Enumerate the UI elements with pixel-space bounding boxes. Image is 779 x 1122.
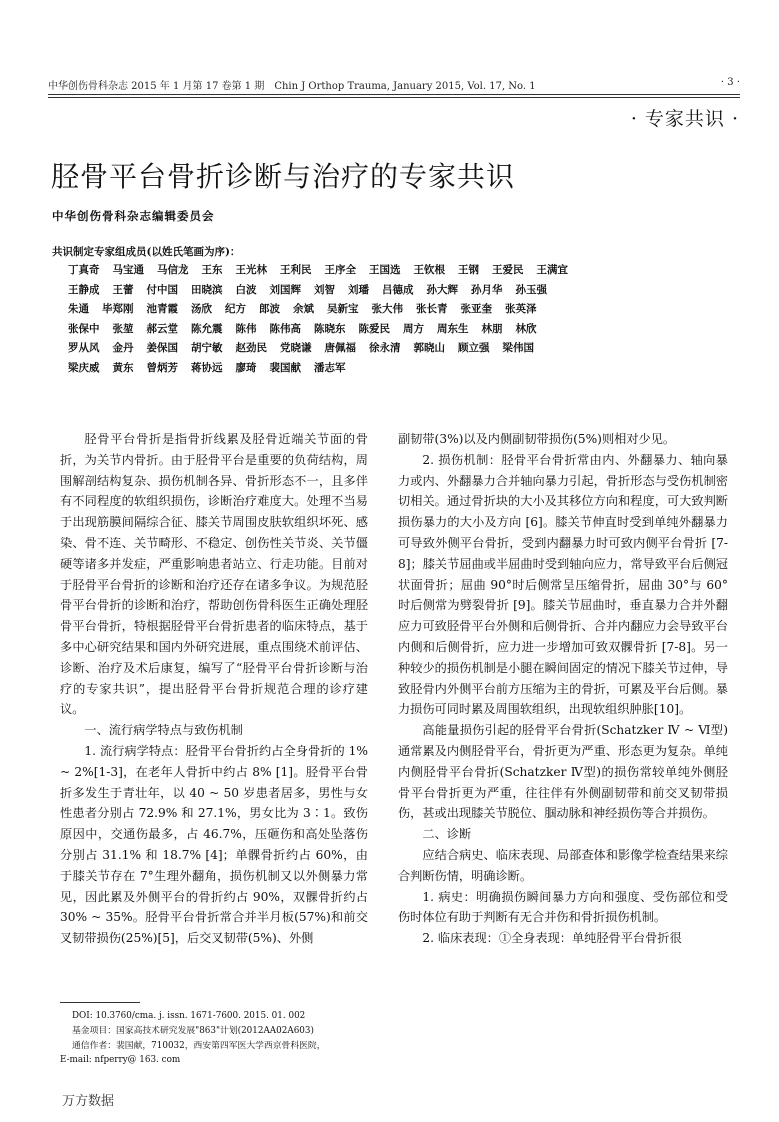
member-name: 郭晓山 (413, 342, 445, 354)
member-name: 孙大辉 (426, 283, 458, 296)
member-name: 王东 (201, 264, 223, 276)
member-name: 王钦根 (413, 264, 445, 276)
member-name: 裴国献 (269, 361, 301, 374)
member-name: 张长青 (416, 303, 448, 315)
member-name: 王蕾 (112, 283, 134, 296)
member-name: 陈允震 (191, 322, 223, 335)
footnote-correspondence: 通信作者：裴国献，710032，西安第四军医大学西京骨科医院， (72, 1040, 326, 1051)
member-name: 王爱民 (492, 264, 524, 276)
section-heading-epidemiology: 一、流行病学特点与致伤机制 (84, 723, 243, 738)
footnote-doi: DOI: 10.3760/cma. j. issn. 1671-7600. 2015. 01. 002 (72, 1011, 306, 1021)
article-title: 胫骨平台骨折诊断与治疗的专家共识 (51, 160, 516, 193)
intro-paragraph: 胫骨平台骨折是指骨折线累及胫骨近端关节面的骨折，为关节内骨折。由于胫骨平台是重要的负荷结构，周围解剖结构复杂、损伤机制各异、骨折形态不一，且多伴有不同程度的软组织损伤，诊断治疗难度大。处理不当易于出现筋膜间隔综合征、膝关节周围皮肤软组织坏死、感染、骨不连、关节畸形、不稳定、创伤性关节炎、关节僵硬等诸多并发症，严重影响患者站立、行走功能。目前对于胫骨平台骨折的诊断和治疗还存在诸多争议。为规范胫骨平台骨折的诊断和治疗，帮助创伤骨科医生正确处理胫骨平台骨折，特根据胫骨平台骨折患者的临床特点，基于多中心研究结果和国内外研究进展，重点围绕术前评估、诊断、治疗及术后康复，编写了“胫骨平台骨折诊断与治疗的专家共识”，提出胫骨平台骨折规范合理的诊疗建议。 (60, 432, 368, 717)
member-row (68, 321, 748, 341)
header-rule-bottom (48, 97, 740, 98)
member-name: 梁庆威 (68, 361, 100, 374)
member-name: 朱通 (68, 303, 89, 315)
member-name: 郝云堂 (146, 322, 178, 335)
member-name: 罗从风 (68, 342, 100, 354)
member-name: 毕郑刚 (102, 303, 134, 315)
ligament-continuation-paragraph: 副韧带(3%)以及内侧副韧带损伤(5%)则相对少见。 (398, 432, 676, 446)
member-name: 孙玉强 (515, 283, 547, 296)
member-name: 陈晓东 (314, 322, 346, 335)
footnote-rule (60, 1002, 140, 1003)
member-name: 胡宁敏 (191, 342, 223, 354)
member-name: 刘璠 (348, 283, 369, 296)
member-name: 林朋 (481, 322, 503, 335)
member-name: 陈伟高 (269, 322, 301, 335)
member-name: 张堃 (112, 322, 134, 335)
member-name: 张亚奎 (460, 303, 492, 315)
high-energy-paragraph: 高能量损伤引起的胫骨平台骨折(Schatzker Ⅳ ~ Ⅵ型)通常累及内侧胫骨平台，骨折更为严重、形态更为复杂。单纯内侧胫骨平台骨折(Schatzker Ⅳ型)的损伤常较单纯外侧胫骨平台骨折更为严重，往往伴有外侧副韧带和前交叉韧带损伤，甚或出现膝关节脱位、腘动脉和神经损伤等合并损伤。 (398, 723, 728, 821)
member-name: 白波 (235, 283, 257, 296)
member-name: 刘国辉 (269, 283, 301, 296)
member-name: 张保中 (68, 322, 100, 335)
member-name: 曾炳芳 (146, 361, 178, 374)
injury-mechanism-paragraph: 2. 损伤机制：胫骨平台骨折常由内、外翻暴力、轴向暴力或内、外翻暴力合并轴向暴力引起，骨折形态与受伤机制密切相关。通过骨折块的大小及其移位方向和程度，可大致判断损伤暴力的大小及方向 [6]。膝关节伸直时受到单纯外翻暴力可导致外侧平台骨折，受到内翻暴力时可致内侧平台骨折 [7-8]；膝关节屈曲或半屈曲时受到轴向应力，常导致平台后侧冠状面骨折；屈曲 90°时后侧常呈压缩骨折，屈曲 30°与 60°时后侧常为劈裂骨折 [9]。膝关节屈曲时，垂直暴力合并外翻应力可致胫骨平台外侧和后侧骨折、合并内翻应力会导致平台内侧和后侧骨折，应力进一步增加可致双髁骨折 [7-8]。另一种较少的损伤机制是小腿在瞬间固定的情况下膝关节过伸，导致胫骨内外侧平台前方压缩为主的骨折，可累及平台后侧。暴力损伤可同时累及周围软组织，出现软组织肿胀[10]。 (398, 452, 728, 717)
member-name: 王序全 (324, 264, 356, 276)
member-name: 王光林 (235, 264, 267, 276)
footnote-email: E-mail: nfperry@ 163. com (60, 1055, 181, 1066)
footnotes (60, 1009, 380, 1068)
member-name: 吕德成 (382, 283, 414, 296)
history-paragraph: 1. 病史：明确损伤瞬间暴力方向和强度、受伤部位和受伤时体位有助于判断有无合并伤和骨折损伤机制。 (398, 889, 728, 925)
header-rule-top (48, 94, 740, 95)
member-name: 张英泽 (505, 303, 537, 315)
member-name: 孙月华 (471, 283, 503, 296)
member-name: 马宝通 (112, 264, 144, 276)
member-name: 纪方 (225, 303, 246, 315)
member-row (68, 301, 748, 321)
source-watermark: 万方数据 (62, 1094, 115, 1109)
member-name: 池青霞 (146, 303, 178, 315)
clinical-paragraph: 2. 临床表现：①全身表现：单纯胫骨平台骨折很 (422, 931, 682, 946)
member-name: 蒋协远 (191, 361, 223, 374)
member-name: 周东生 (437, 322, 469, 335)
member-name: 王钢 (458, 264, 479, 276)
member-name: 陈爱民 (358, 322, 390, 335)
member-name: 吴新宝 (327, 303, 359, 315)
member-name: 黄东 (112, 361, 134, 374)
footnote-funding: 基金项目：国家高技术研究发展"863"计划(2012AA02A603) (72, 1025, 314, 1036)
member-name: 陈伟 (235, 322, 257, 335)
running-header (48, 75, 740, 93)
member-name: 付中国 (146, 283, 178, 296)
member-name: 马信龙 (157, 264, 189, 276)
column-tag: · 专家共识 · (630, 108, 739, 130)
page-number: · 3 · (720, 77, 740, 88)
member-name: 郎波 (259, 303, 280, 315)
member-row (68, 360, 748, 380)
member-name: 丁真奇 (68, 264, 100, 276)
member-name: 余斌 (293, 303, 314, 315)
member-name: 梁伟国 (502, 342, 534, 354)
member-name: 王满宜 (536, 264, 568, 276)
member-name: 田晓滨 (191, 283, 223, 296)
member-row (68, 340, 748, 360)
member-row (68, 262, 748, 282)
member-name: 赵劲民 (235, 342, 267, 354)
member-name: 刘智 (314, 283, 335, 296)
member-name: 党晓谦 (280, 342, 312, 354)
section-heading-diagnosis: 二、诊断 (422, 827, 472, 842)
member-name: 汤欣 (191, 303, 212, 315)
member-name: 王利民 (280, 264, 312, 276)
member-name: 徐永清 (369, 342, 401, 354)
right-column (398, 429, 728, 949)
expert-panel-label: 共识制定专家组成员(以姓氏笔画为序)： (52, 246, 241, 258)
member-name: 林欣 (515, 322, 537, 335)
member-name: 周方 (403, 322, 424, 335)
member-row (68, 282, 748, 302)
member-name: 王静成 (68, 283, 100, 296)
member-name: 王国选 (369, 264, 401, 276)
diagnosis-intro-paragraph: 应结合病史、临床表现、局部查体和影像学检查结果来综合判断伤情，明确诊断。 (398, 847, 728, 883)
journal-citation: 中华创伤骨科杂志 2015 年 1 月第 17 卷第 1 期 Chin J Orthop Trauma, January 2015, Vol. 17, No. 1 (48, 81, 536, 92)
expert-panel-list (68, 262, 748, 379)
member-name: 张大伟 (371, 303, 403, 315)
member-name: 潘志军 (314, 361, 346, 374)
article-author: 中华创伤骨科杂志编辑委员会 (52, 209, 215, 223)
left-column (60, 429, 368, 949)
epidemiology-paragraph: 1. 流行病学特点：胫骨平台骨折约占全身骨折的 1% ~ 2%[1-3]，在老年人骨折中约占 8% [1]。胫骨平台骨折多发生于青壮年，以 40 ~ 50 岁患者居多，男性与女性患者分别占 72.9% 和 27.1%，男女比为 3∶1。致伤原因中，交通伤最多，占 46.7%，压砸伤和高处坠落伤分别占 31.1% 和 18.7% [4]；单髁骨折约占 60%，由于膝关节存在 7°生理外翻角，损伤机制又以外侧暴力常见，因此累及外侧平台的骨折约占 90%，双髁骨折约占 30% ~ 35%。胫骨平台骨折常合并半月板(57%)和前交叉韧带损伤(25%)[5]，后交叉韧带(5%)、外侧 (60, 743, 368, 946)
member-name: 廖琦 (235, 361, 257, 374)
member-name: 唐佩福 (324, 342, 356, 354)
member-name: 姜保国 (146, 342, 178, 354)
member-name: 顾立强 (458, 342, 490, 354)
member-name: 金丹 (112, 342, 134, 354)
